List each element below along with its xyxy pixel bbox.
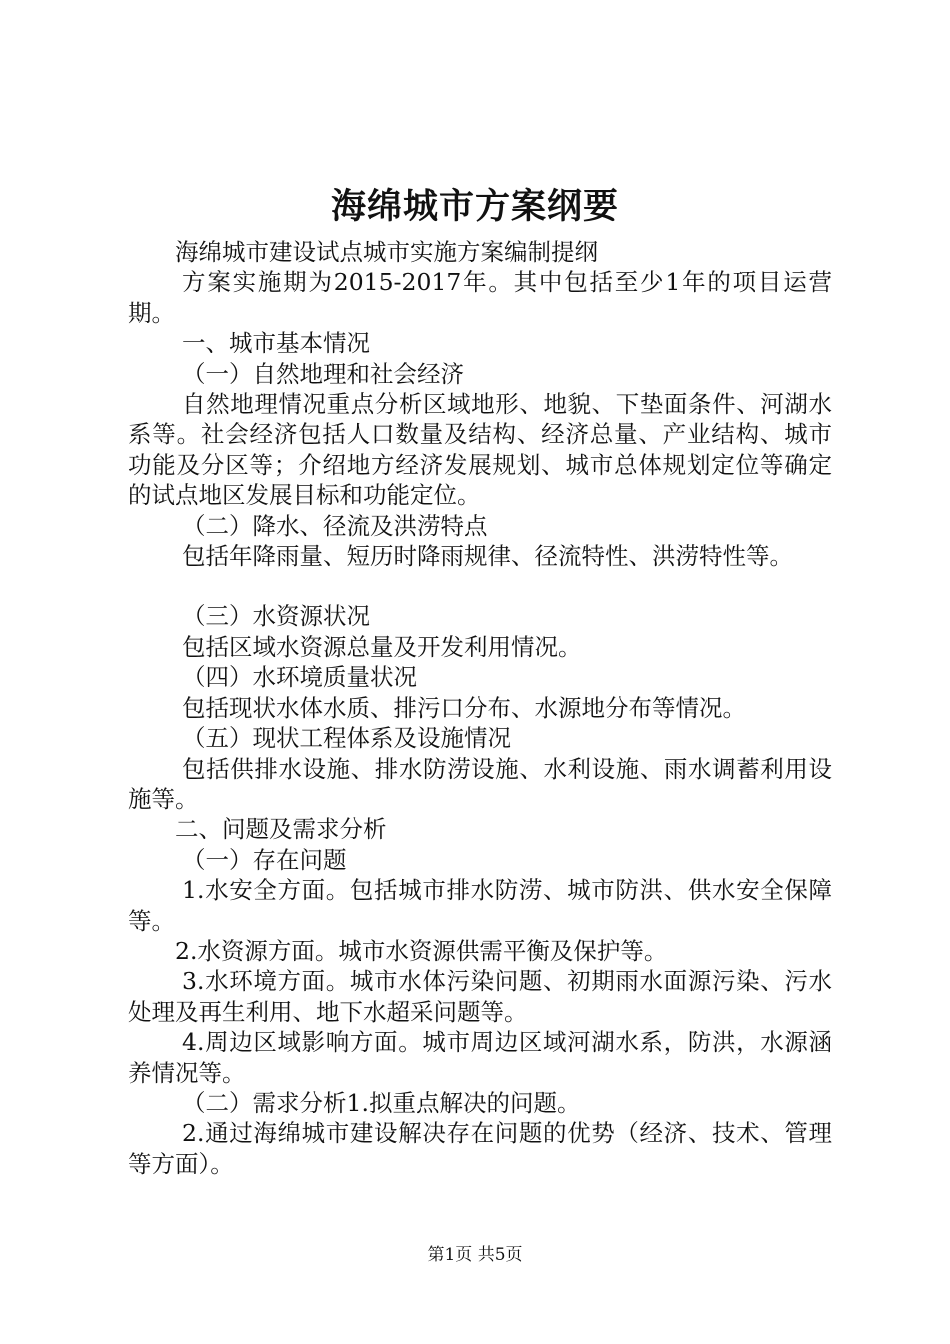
- paragraph: 方案实施期为2015-2017年。其中包括至少1年的项目运营期。: [128, 268, 832, 327]
- paragraph: 海绵城市建设试点城市实施方案编制提纲: [175, 238, 598, 266]
- paragraph: 包括供排水设施、排水防涝设施、水利设施、雨水调蓄利用设施等。: [128, 754, 832, 813]
- paragraph: 2.水资源方面。城市水资源供需平衡及保护等。: [175, 936, 668, 965]
- paragraph: （一）自然地理和社会经济: [182, 359, 465, 388]
- document-title: 海绵城市方案纲要: [330, 186, 619, 227]
- paragraph: 3.水环境方面。城市水体污染问题、初期雨水面源污染、污水处理及再生利用、地下水超采问题等。: [128, 967, 832, 1026]
- paragraph: 2.通过海绵城市建设解决存在问题的优势（经济、技术、管理等方面）。: [128, 1119, 832, 1178]
- paragraph: （二）需求分析1.拟重点解决的问题。: [182, 1088, 581, 1117]
- paragraph: 包括区域水资源总量及开发利用情况。: [182, 632, 582, 661]
- paragraph: 一、城市基本情况: [182, 329, 371, 358]
- paragraph: 1.水安全方面。包括城市排水防涝、城市防洪、供水安全保障等。: [128, 876, 832, 935]
- paragraph: （一）存在问题: [182, 845, 347, 874]
- paragraph: 4.周边区域影响方面。城市周边区域河湖水系，防洪，水源涵养情况等。: [128, 1028, 832, 1087]
- paragraph: 包括年降雨量、短历时降雨规律、径流特性、洪涝特性等。: [182, 542, 794, 571]
- document-body: [128, 237, 832, 1179]
- paragraph: 包括现状水体水质、排污口分布、水源地分布等情况。: [182, 693, 747, 722]
- paragraph: 自然地理情况重点分析区域地形、地貌、下垫面条件、河湖水系等。社会经济包括人口数量及结构、经济总量、产业结构、城市功能及分区等；介绍地方经济发展规划、城市总体规划定位等确定的试点地区发展目标和功能定位。: [128, 390, 832, 510]
- paragraph: 二、问题及需求分析: [175, 815, 387, 844]
- page-footer: 第1页 共5页: [427, 1245, 523, 1265]
- paragraph: （五）现状工程体系及设施情况: [182, 724, 512, 753]
- paragraph: （二）降水、径流及洪涝特点: [182, 511, 488, 540]
- paragraph: （三）水资源状况: [182, 602, 371, 631]
- paragraph: （四）水环境质量状况: [182, 663, 418, 692]
